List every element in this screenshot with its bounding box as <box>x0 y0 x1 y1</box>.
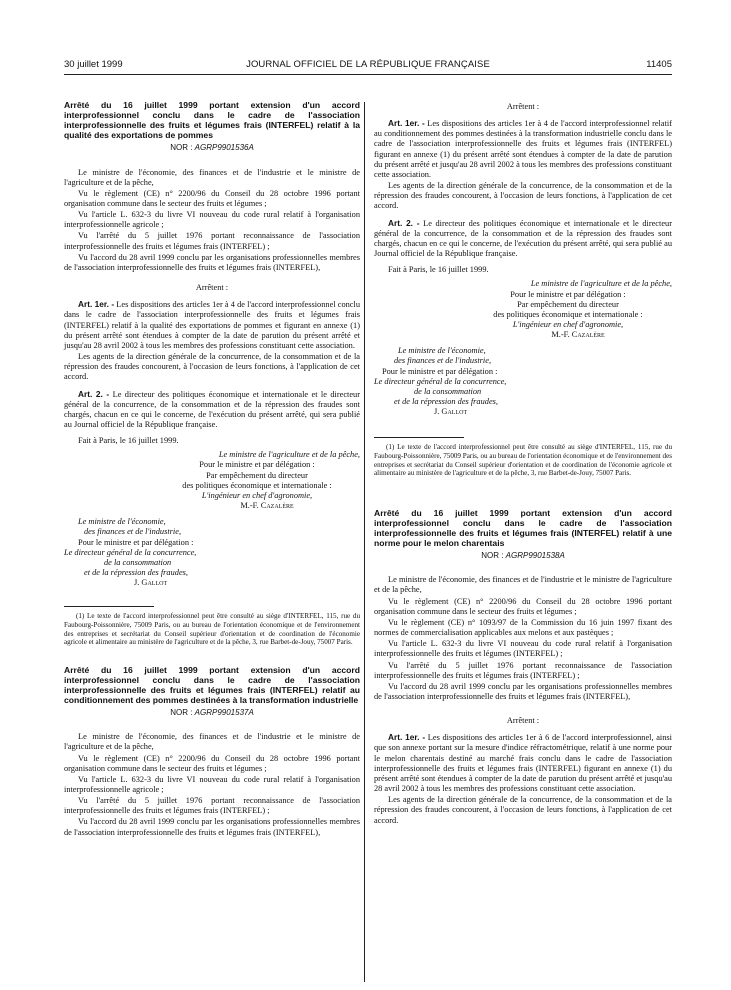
header-date: 30 juillet 1999 <box>64 59 123 70</box>
decree-2-title: Arrêté du 16 juillet 1999 portant extension d'un accord interprofessionnel conclu dans le cadre de l'association interprofessionnelle des fruits et légumes frais (INTERFEL) relatif au conditionnement des pommes destinées à la transformation industrielle <box>64 664 360 705</box>
header-page-number: 11405 <box>646 59 672 70</box>
decree-1-signature-agri: Le ministre de l'agriculture et de la pêche, Pour le ministre et par délégation : Par empêchement du directeur des politiques économique et internationale : L'ingénieur en chef d'agronomie, M.-F. Cazalère <box>182 450 360 511</box>
footnote-rule <box>64 606 154 607</box>
right-column <box>374 100 672 827</box>
decree-1-preamble: Le ministre de l'économie, des finances et de l'industrie et le ministre de l'agriculture et de la pêche, <box>64 167 360 187</box>
column-divider <box>364 102 365 982</box>
decree-1-article-2: Art. 2. - Le directeur des politiques économique et internationale et le directeur général de la concurrence, de la consommation et de la répression des fraudes sont chargés, chacun en ce qui le concerne, de l'exécution du présent arrêté, qui sera publié au Journal officiel de la République française. <box>64 388 360 429</box>
decree-3-nor: NOR : AGRP9901538A <box>481 551 565 561</box>
decree-2-article-2: Art. 2. - Le directeur des politiques économique et internationale et le directeur général de la concurrence, de la consommation et de la répression des fraudes sont chargés, chacun en ce qui le concerne, de l'exécution du présent arrêté, qui sera publié au Journal officiel de la République française. <box>374 217 672 259</box>
decree-3-visa-5: Vu l'accord du 28 avril 1999 conclu par les organisations professionnelles membres de l'association interprofessionnelle des fruits et légumes frais (INTERFEL), <box>374 681 672 701</box>
decree-2-visa-4: Vu l'accord du 28 avril 1999 conclu par les organisations professionnelles membres de l'association interprofessionnelle des fruits et légumes frais (INTERFEL), <box>64 817 360 837</box>
decree-2-visa-3: Vu l'arrêté du 5 juillet 1976 portant reconnaissance de l'association interprofessionnelle des fruits et légumes frais (INTERFEL) ; <box>64 796 360 816</box>
decree-3-article-1-para-2: Les agents de la direction générale de la concurrence, de la consommation et de la répression des fraudes concourent, à l'occasion de leurs fonctions, à l'application de cet accord. <box>374 795 672 825</box>
decree-1-visa-3: Vu l'arrêté du 5 juillet 1976 portant reconnaissance de l'association interprofessionnelle des fruits et légumes frais (INTERFEL) ; <box>64 231 360 251</box>
decree-1-footnote: (1) Le texte de l'accord interprofessionnel peut être consulté au siège d'INTERFEL, 115, rue du Faubourg-Poissonnière, 75009 Paris, ou au bureau de l'orientation économique et de l'environnement des entreprises et secrétariat du Conseil supérieur d'orientation et de coordination de l'économie agricole et alimentaire au ministère de l'agriculture et de la pêche, 3, rue Barbet-de-Jouy, 75007 Paris. <box>64 612 360 647</box>
decree-1-article-1: Art. 1er. - Les dispositions des articles 1er à 4 de l'accord interprofessionnel conclu dans le cadre de l'association interprofessionnelle des fruits et légumes frais (INTERFEL) relatif à la qualité des exportations de pommes et figurant en annexe (1) du présent arrêté sont étendues à compter de la date de parution du présent arrêté et jusqu'au 28 avril 2002 à tous les membres des professions constituant cette association. <box>64 299 361 350</box>
decree-2-signature-eco: Le ministre de l'économie, des finances et de l'industrie, Pour le ministre et par délégation : Le directeur général de la concurrence, de la consommation et de la répression des fraudes, J. Gallot <box>374 346 507 417</box>
decree-2-visa-2: Vu l'article L. 632-3 du livre VI nouveau du code rural relatif à l'organisation interprofessionnelle agricole ; <box>64 774 360 794</box>
decree-1-arretent: Arrêtent : <box>195 283 229 293</box>
left-column <box>64 100 360 839</box>
decree-1-signature-eco: Le ministre de l'économie, des finances et de l'industrie, Pour le ministre et par délégation : Le directeur général de la concurrence, de la consommation et de la répression des fraudes, J. Gallot <box>64 517 197 588</box>
decree-1-visa-2: Vu l'article L. 632-3 du livre VI nouveau du code rural relatif à l'organisation interprofessionnelle agricole ; <box>64 210 360 230</box>
decree-2-preamble: Le ministre de l'économie, des finances et de l'industrie et le ministre de l'agriculture et de la pêche, <box>64 732 360 752</box>
decree-2-arretent: Arrêtent : <box>506 102 540 111</box>
decree-3-visa-4: Vu l'arrêté du 5 juillet 1976 portant reconnaissance de l'association interprofessionnelle des fruits et légumes frais (INTERFEL) ; <box>374 660 672 680</box>
decree-1-visa-1: Vu le règlement (CE) n° 2200/96 du Conseil du 28 octobre 1996 portant organisation commune dans le secteur des fruits et légumes ; <box>64 188 360 208</box>
decree-3-visa-3: Vu l'article L. 632-3 du livre VI nouveau du code rural relatif à l'organisation interprofessionnelle des fruits et légumes (INTERFEL) ; <box>374 639 672 659</box>
page-header <box>64 59 672 73</box>
decree-3-title: Arrêté du 16 juillet 1999 portant extension d'un accord interprofessionnel conclu dans le cadre de l'association interprofessionnelle des fruits et légumes frais (INTERFEL) relatif à une norme pour le melon charentais <box>374 507 672 549</box>
decree-1-fait: Fait à Paris, le 16 juillet 1999. <box>78 436 179 446</box>
decree-3-visa-2: Vu le règlement (CE) n° 1093/97 de la Commission du 16 juin 1997 fixant des normes de commercialisation applicables aux melons et aux pastèques ; <box>374 617 672 638</box>
decree-1-nor: NOR : AGRP9901536A <box>170 143 254 153</box>
decree-2-footnote: (1) Le texte de l'accord interprofessionnel peut être consulté au siège d'INTERFEL, 115, rue du Faubourg-Poissonnière, 75009 Paris, ou au bureau de l'orientation économique et de l'environnement des entreprises et secrétariat du Conseil supérieur d'orientation et de coordination de l'économie agricole et alimentaire au ministère de l'agriculture et de la pêche, 3, rue Barbet-de-Jouy, 75007 Paris. <box>374 443 672 478</box>
decree-2-visa-1: Vu le règlement (CE) n° 2200/96 du Conseil du 28 octobre 1996 portant organisation commune dans le secteur des fruits et légumes ; <box>64 753 360 773</box>
decree-3-visa-1: Vu le règlement (CE) n° 2200/96 du Conseil du 28 octobre 1996 portant organisation commune dans le secteur des fruits et légumes ; <box>374 596 672 616</box>
decree-1-visa-4: Vu l'accord du 28 avril 1999 conclu par les organisations professionnelles membres de l'association interprofessionnelle des fruits et légumes frais (INTERFEL), <box>64 252 360 272</box>
decree-3-article-1: Art. 1er. - Les dispositions des articles 1er à 6 de l'accord interprofessionnel, ainsi que son annexe portant sur la mesure d'indice réfractométrique, relatif à une norme pour le melon charentais destiné au marché frais conclu dans le cadre de l'association interprofessionnelle des fruits et légumes frais (INTERFEL) figurant en annexe (1) du présent arrêté sont étendues à compter de la date de parution du présent arrêté et jusqu'au 28 avril 2002 à tous les membres des professions constituant cette association. <box>374 732 672 794</box>
decree-2-article-1: Art. 1er. - Les dispositions des articles 1er à 4 de l'accord interprofessionnel relatif au conditionnement des pommes destinées à la transformation industrielle conclu dans le cadre de l'association interprofessionnelle des fruits et légumes frais (INTERFEL) figurant en annexe (1) du présent arrêté sont étendues à compter de la date de parution du présent arrêté et jusqu'au 28 avril 2002 à tous les membres des professions constituant cette association. <box>374 118 672 179</box>
decree-3-arretent: Arrêtent : <box>506 716 540 726</box>
decree-2-fait: Fait à Paris, le 16 juillet 1999. <box>388 265 489 275</box>
decree-1-title: Arrêté du 16 juillet 1999 portant extension d'un accord interprofessionnel conclu dans le cadre de l'association interprofessionnelle des fruits et légumes frais (INTERFEL) relatif à la qualité des exportations de pommes <box>64 100 360 141</box>
footnote-rule-right <box>374 437 464 438</box>
decree-1-article-1-para-2: Les agents de la direction générale de la concurrence, de la consommation et de la répression des fraudes concourent, à l'occasion de leurs fonctions, à l'application de cet accord. <box>64 352 360 382</box>
header-rule <box>64 74 672 75</box>
decree-2-article-1-para-2: Les agents de la direction générale de la concurrence, de la consommation et de la répression des fraudes concourent, à l'occasion de leurs fonctions, à l'application de cet accord. <box>374 181 672 211</box>
header-journal-title: JOURNAL OFFICIEL DE LA RÉPUBLIQUE FRANÇAISE <box>246 59 490 70</box>
decree-2-signature-agri: Le ministre de l'agriculture et de la pêche, Pour le ministre et par délégation : Par empêchement du directeur des politiques économique et internationale : L'ingénieur en chef d'agronomie, M.-F. Cazalère <box>493 279 672 340</box>
decree-2-nor: NOR : AGRP9901537A <box>170 708 254 718</box>
decree-3-preamble: Le ministre de l'économie, des finances et de l'industrie et le ministre de l'agriculture et de la pêche, <box>374 575 672 595</box>
